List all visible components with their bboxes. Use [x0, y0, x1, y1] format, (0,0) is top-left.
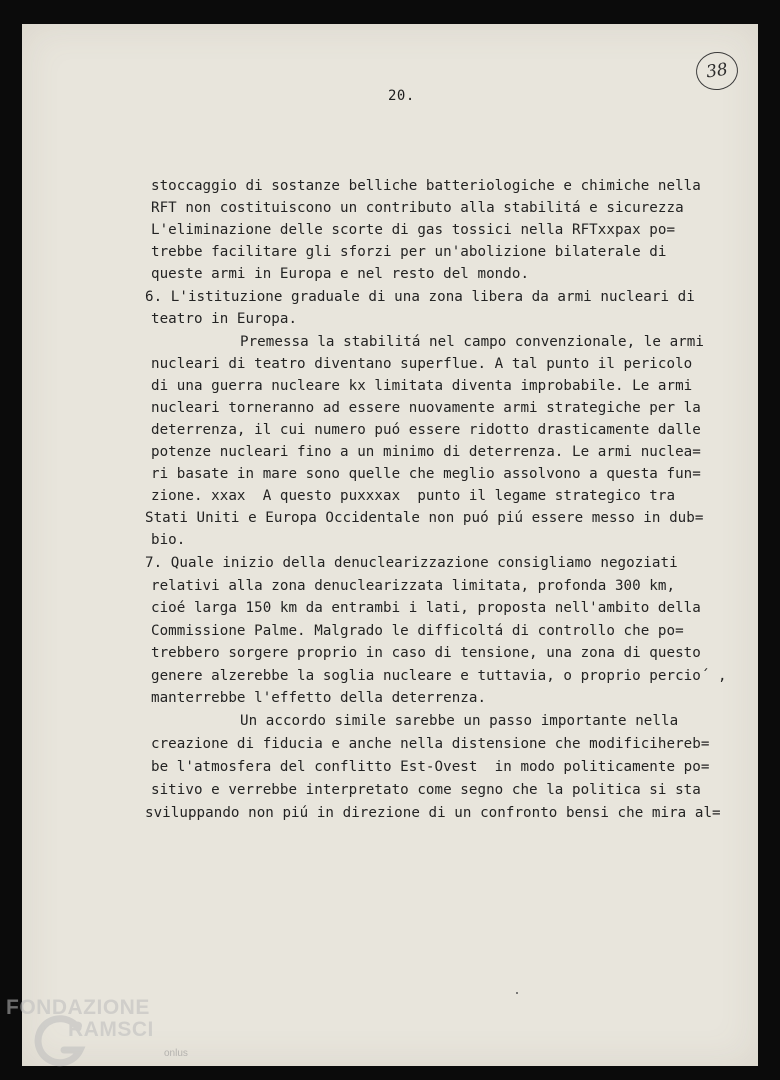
text-line: be l'atmosfera del conflitto Est-Ovest in modo politicamente po=: [151, 759, 710, 775]
text-line: di una guerra nucleare kx limitata diventa improbabile. Le armi: [151, 378, 693, 394]
archive-number: 38: [704, 59, 730, 83]
paper-speck: [516, 992, 518, 994]
text-line: genere alzerebbe la soglia nucleare e tuttavia, o proprio percio´ ,: [151, 668, 727, 684]
text-line: Commissione Palme. Malgrado le difficoltá di controllo che po=: [151, 623, 684, 639]
text-line: creazione di fiducia e anche nella distensione che modificihereb=: [151, 736, 710, 752]
text-line: bio.: [151, 532, 186, 548]
text-line: sitivo e verrebbe interpretato come segno che la politica si sta: [151, 782, 701, 798]
text-line: nucleari di teatro diventano superflue. A tal punto il pericolo: [151, 356, 693, 372]
text-line: stoccaggio di sostanze belliche batteriologiche e chimiche nella: [151, 178, 701, 194]
text-line: 7. Quale inizio della denuclearizzazione consigliamo negoziati: [145, 555, 678, 571]
watermark-line2: RAMSCI: [68, 1018, 154, 1041]
text-line: 6. L'istituzione graduale di una zona libera da armi nucleari di: [145, 289, 695, 305]
text-line: ri basate in mare sono quelle che meglio assolvono a questa fun=: [151, 466, 701, 482]
text-line: RFT non costituiscono un contributo alla stabilitá e sicurezza: [151, 200, 684, 216]
text-line: deterrenza, il cui numero puó essere ridotto drasticamente dalle: [151, 422, 701, 438]
page-number: 20.: [388, 88, 415, 104]
watermark-tag: onlus: [164, 1048, 188, 1059]
text-line: queste armi in Europa e nel resto del mondo.: [151, 266, 530, 282]
text-line: relativi alla zona denuclearizzata limitata, profonda 300 km,: [151, 578, 676, 594]
text-line: Premessa la stabilitá nel campo convenzionale, le armi: [240, 334, 704, 350]
text-line: sviluppando non piú in direzione di un confronto bensi che mira al=: [145, 805, 721, 821]
text-line: teatro in Europa.: [151, 311, 298, 327]
text-line: manterrebbe l'effetto della deterrenza.: [151, 690, 487, 706]
text-line: zione. xxax A questo puxxxax punto il legame strategico tra: [151, 488, 676, 504]
watermark-line1: FONDAZIONE: [6, 996, 150, 1019]
text-line: nucleari torneranno ad essere nuovamente armi strategiche per la: [151, 400, 701, 416]
text-line: potenze nucleari fino a un minimo di deterrenza. Le armi nuclea=: [151, 444, 701, 460]
text-line: trebbero sorgere proprio in caso di tensione, una zona di questo: [151, 645, 701, 661]
text-line: cioé larga 150 km da entrambi i lati, proposta nell'ambito della: [151, 600, 701, 616]
text-line: trebbe facilitare gli sforzi per un'abolizione bilaterale di: [151, 244, 667, 260]
text-line: Un accordo simile sarebbe un passo importante nella: [240, 713, 679, 729]
watermark-logo: [6, 996, 206, 1076]
text-line: L'eliminazione delle scorte di gas tossici nella RFTxxpax po=: [151, 222, 676, 238]
text-line: Stati Uniti e Europa Occidentale non puó piú essere messo in dub=: [145, 510, 704, 526]
